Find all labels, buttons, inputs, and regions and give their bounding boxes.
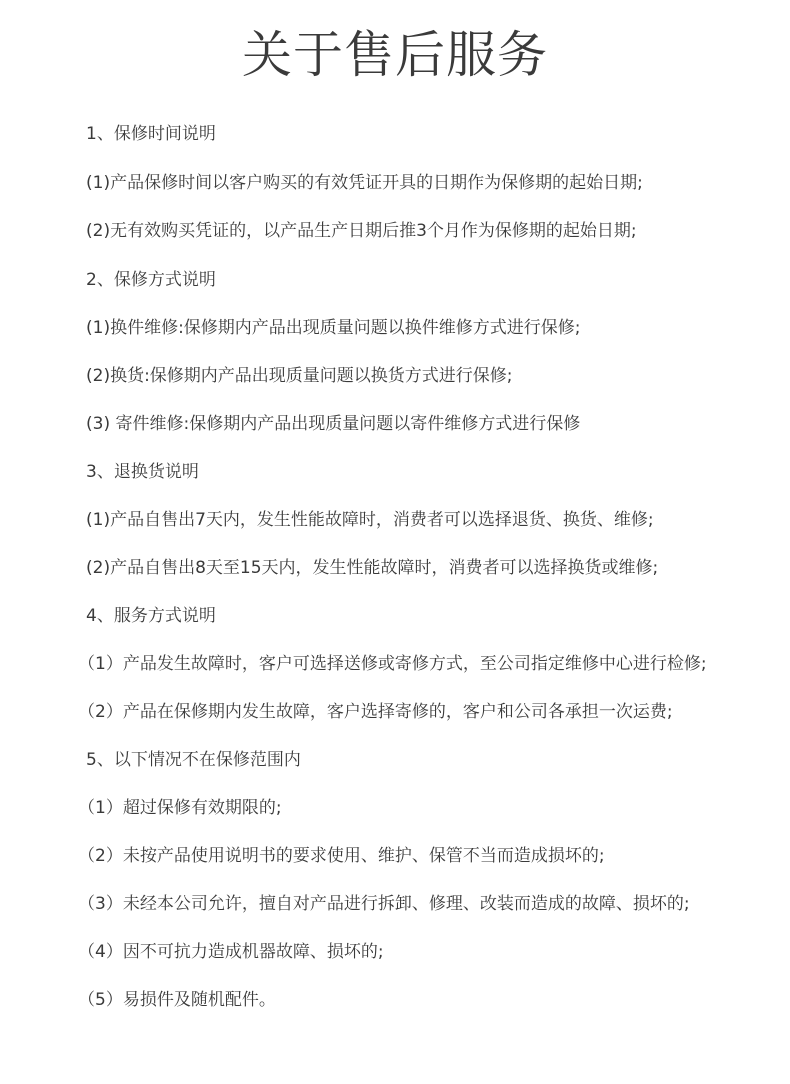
paragraph: (2)无有效购买凭证的，以产品生产日期后推3个月作为保修期的起始日期; [86,221,637,241]
paragraph: (2)换货:保修期内产品出现质量问题以换货方式进行保修; [86,366,513,386]
page-title: 关于售后服务 [242,26,548,84]
paragraph: (3) 寄件维修:保修期内产品出现质量问题以寄件维修方式进行保修 [86,414,581,434]
paragraph: (1)换件维修:保修期内产品出现质量问题以换件维修方式进行保修; [86,318,581,338]
paragraph: （2）未按产品使用说明书的要求使用、维护、保管不当而造成损坏的; [78,846,605,866]
paragraph: (2)产品自售出8天至15天内，发生性能故障时，消费者可以选择换货或维修; [86,558,659,578]
section-heading-warranty-period: 1、保修时间说明 [86,124,216,144]
paragraph: （1）产品发生故障时，客户可选择送修或寄修方式，至公司指定维修中心进行检修; [78,654,707,674]
section-heading-returns: 3、退换货说明 [86,462,199,482]
section-heading-warranty-method: 2、保修方式说明 [86,270,216,290]
section-heading-exclusions: 5、以下情况不在保修范围内 [86,750,301,770]
paragraph: （5）易损件及随机配件。 [78,990,276,1010]
section-heading-service-method: 4、服务方式说明 [86,606,216,626]
paragraph: （2）产品在保修期内发生故障，客户选择寄修的，客户和公司各承担一次运费; [78,702,673,722]
paragraph: （3）未经本公司允许，擅自对产品进行拆卸、修理、改装而造成的故障、损坏的; [78,894,690,914]
paragraph: （4）因不可抗力造成机器故障、损坏的; [78,942,384,962]
paragraph: (1)产品自售出7天内，发生性能故障时，消费者可以选择退货、换货、维修; [86,510,654,530]
paragraph: (1)产品保修时间以客户购买的有效凭证开具的日期作为保修期的起始日期; [86,173,643,193]
paragraph: （1）超过保修有效期限的; [78,798,282,818]
